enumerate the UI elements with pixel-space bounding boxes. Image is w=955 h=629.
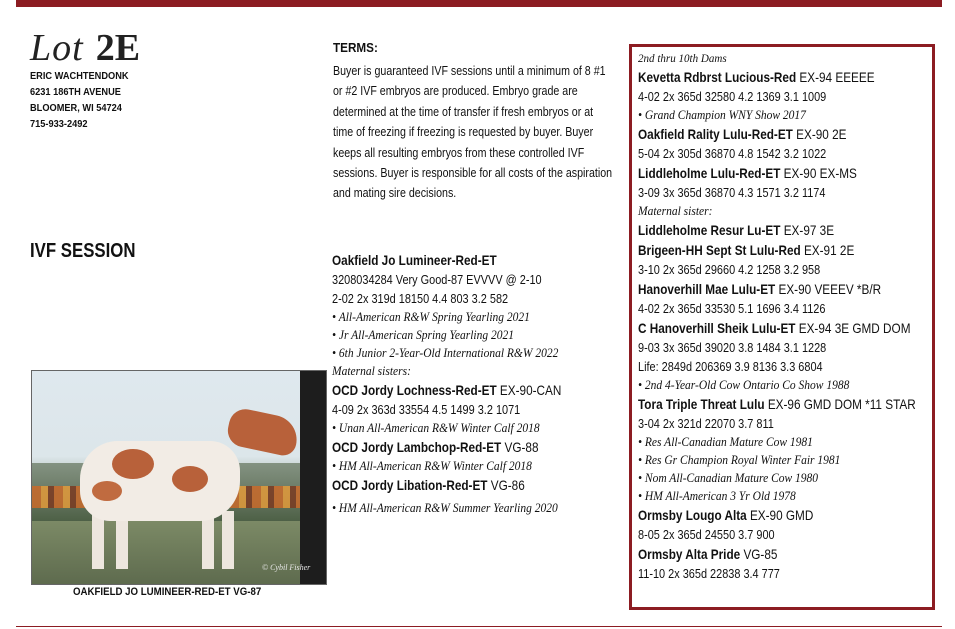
photo-watermark: © Cybil Fisher bbox=[262, 563, 311, 572]
cow-spot bbox=[92, 481, 122, 501]
dam-record: 11-10 2x 365d 22838 3.4 777 bbox=[638, 566, 780, 581]
dam-score: EX-97 3E bbox=[780, 222, 835, 238]
maternal-sisters-label: Maternal sisters: bbox=[332, 364, 411, 378]
dam-score: EX-90 EX-MS bbox=[780, 165, 857, 181]
dam-name: Hanoverhill Mae Lulu-ET bbox=[638, 281, 776, 297]
animal-name: Oakfield Jo Lumineer-Red-ET bbox=[332, 252, 497, 268]
dam-honor: • 2nd 4-Year-Old Cow Ontario Co Show 1988 bbox=[638, 378, 850, 392]
dam-name: Oakfield Rality Lulu-Red-ET bbox=[638, 126, 793, 142]
cow-head bbox=[225, 406, 301, 458]
dam-name: Kevetta Rdbrst Lucious-Red bbox=[638, 69, 797, 85]
dam-record: 3-04 2x 321d 22070 3.7 811 bbox=[638, 416, 774, 431]
dam-record: Life: 2849d 206369 3.9 8136 3.3 6804 bbox=[638, 359, 823, 374]
sister-honor: • Unan All-American R&W Winter Calf 2018 bbox=[332, 421, 540, 435]
lot-number: 2E bbox=[95, 27, 141, 69]
seller-phone: 715-933-2492 bbox=[30, 118, 88, 130]
bottom-rule bbox=[16, 626, 942, 627]
cow-spot bbox=[112, 449, 154, 479]
dam-score: EX-96 GMD DOM *11 STAR bbox=[764, 396, 916, 412]
pedigree-header: 2nd thru 10th Dams bbox=[638, 51, 727, 65]
dam-entry bbox=[638, 240, 882, 260]
sister-score: VG-88 bbox=[501, 439, 539, 455]
dam-honor: • HM All-American 3 Yr Old 1978 bbox=[638, 489, 796, 503]
seller-contact bbox=[30, 68, 129, 132]
seller-address-line-2: BLOOMER, WI 54724 bbox=[30, 102, 122, 114]
dam-entry bbox=[638, 279, 882, 299]
dam-honor: • Res Gr Champion Royal Winter Fair 1981 bbox=[638, 453, 841, 467]
photo-caption: OAKFIELD JO LUMINEER-RED-ET VG-87 bbox=[73, 586, 262, 598]
sister-entry bbox=[332, 437, 584, 457]
handler-silhouette bbox=[300, 371, 326, 584]
sister-name: OCD Jordy Libation-Red-ET bbox=[332, 477, 488, 493]
animal-honor: • All-American R&W Spring Yearling 2021 bbox=[332, 310, 530, 324]
pedigree-list bbox=[638, 50, 928, 583]
dam-score: EX-91 2E bbox=[800, 242, 855, 258]
sister-name: OCD Jordy Lochness-Red-ET bbox=[332, 382, 497, 398]
dam-name: Ormsby Lougo Alta bbox=[638, 507, 747, 523]
dam-score: VG-85 bbox=[740, 546, 778, 562]
dam-entry bbox=[638, 505, 882, 525]
dam-entry bbox=[638, 163, 882, 183]
cow-leg bbox=[222, 511, 234, 569]
dam-score: EX-90 2E bbox=[792, 126, 847, 142]
terms-section bbox=[333, 40, 655, 204]
dam-name: Liddleholme Lulu-Red-ET bbox=[638, 165, 781, 181]
top-accent-bar bbox=[16, 0, 942, 7]
dam-name: Liddleholme Resur Lu-ET bbox=[638, 222, 781, 238]
dam-entry bbox=[638, 124, 882, 144]
seller-address-line-1: 6231 186TH AVENUE bbox=[30, 86, 121, 98]
dam-honor: • Res All-Canadian Mature Cow 1981 bbox=[638, 435, 813, 449]
dam-record: 8-05 2x 365d 24550 3.7 900 bbox=[638, 527, 775, 542]
sister-honor: • HM All-American R&W Summer Yearling 2020 bbox=[332, 501, 558, 515]
terms-text: Buyer is guaranteed IVF sessions until a minimum of 8 #1 or #2 IVF embryos are produced. Embryo grade are determined at the time of transfer if fresh embryos or at time of freezing if freezing is requested by buyer. Buyer keeps all resulting embryos from these controlled IVF sessions. Buyer is responsible for all costs of the aspiration and mating sire decisions. bbox=[333, 63, 613, 201]
dam-name: Ormsby Alta Pride bbox=[638, 546, 741, 562]
sister-entry bbox=[332, 380, 584, 400]
sister-name: OCD Jordy Lambchop-Red-ET bbox=[332, 439, 502, 455]
dam-honor: • Grand Champion WNY Show 2017 bbox=[638, 108, 806, 122]
photo-ground bbox=[32, 521, 326, 584]
dam-entry bbox=[638, 220, 882, 240]
lot-label: Lot bbox=[30, 27, 84, 69]
cow-photo bbox=[31, 370, 327, 585]
sister-score: EX-90-CAN bbox=[496, 382, 562, 398]
dam-score: EX-90 GMD bbox=[746, 507, 814, 523]
section-heading: IVF SESSION bbox=[30, 240, 136, 262]
dam-honor: • Nom All-Canadian Mature Cow 1980 bbox=[638, 471, 819, 485]
dam-record: 3-10 2x 365d 29660 4.2 1258 3.2 958 bbox=[638, 262, 821, 277]
dam-name: Tora Triple Threat Lulu bbox=[638, 396, 765, 412]
dam-honor: Maternal sister: bbox=[638, 204, 713, 218]
sister-record: 4-09 2x 363d 33554 4.5 1499 3.2 1071 bbox=[332, 402, 521, 417]
dam-score: EX-90 VEEEV *B/R bbox=[775, 281, 882, 297]
dam-record: 4-02 2x 365d 33530 5.1 1696 3.4 1126 bbox=[638, 301, 826, 316]
animal-honor: • 6th Junior 2-Year-Old International R&W 2022 bbox=[332, 346, 559, 360]
dam-record: 9-03 3x 365d 39020 3.8 1484 3.1 1228 bbox=[638, 340, 827, 355]
lot-number-block bbox=[30, 26, 140, 70]
dam-name: C Hanoverhill Sheik Lulu-ET bbox=[638, 320, 796, 336]
dam-name: Brigeen-HH Sept St Lulu-Red bbox=[638, 242, 801, 258]
dam-entry bbox=[638, 544, 882, 564]
dam-record: 3-09 3x 365d 36870 4.3 1571 3.2 1174 bbox=[638, 185, 826, 200]
dam-record: 4-02 2x 365d 32580 4.2 1369 3.1 1009 bbox=[638, 89, 827, 104]
animal-honor: • Jr All-American Spring Yearling 2021 bbox=[332, 328, 514, 342]
dam-score: EX-94 EEEEE bbox=[796, 69, 875, 85]
sister-entry bbox=[332, 475, 584, 495]
dam-record: 5-04 2x 305d 36870 4.8 1542 3.2 1022 bbox=[638, 146, 827, 161]
pedigree-lines bbox=[638, 67, 928, 583]
dam-score: EX-94 3E GMD DOM bbox=[795, 320, 911, 336]
dam-entry bbox=[638, 67, 882, 87]
dam-entry bbox=[638, 318, 911, 338]
dam-entry bbox=[638, 394, 916, 414]
sister-score: VG-86 bbox=[487, 477, 525, 493]
animal-record: 2-02 2x 319d 18150 4.4 803 3.2 582 bbox=[332, 291, 509, 306]
animal-id-line: 3208034284 Very Good-87 EVVVV @ 2-10 bbox=[332, 272, 542, 287]
sister-honor: • HM All-American R&W Winter Calf 2018 bbox=[332, 459, 532, 473]
seller-name: ERIC WACHTENDONK bbox=[30, 70, 129, 82]
cow-spot bbox=[172, 466, 208, 492]
animal-section bbox=[332, 250, 632, 517]
terms-title: TERMS: bbox=[333, 40, 378, 55]
